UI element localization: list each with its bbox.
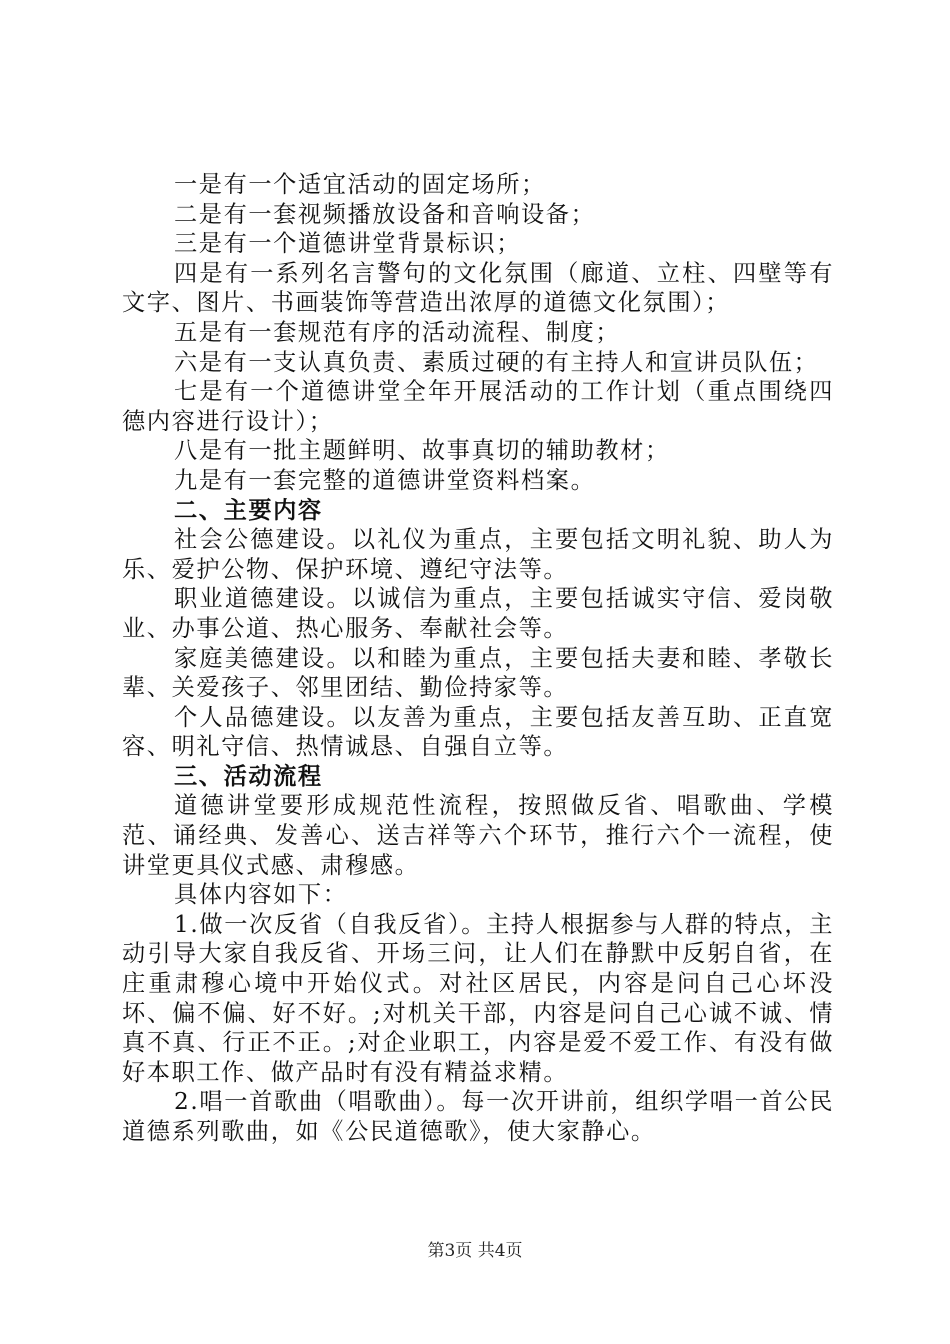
paragraph-10: 社会公德建设。以礼仪为重点，主要包括文明礼貌、助人为乐、爱护公物、保护环境、遵纪守法等。 [122,526,834,583]
paragraph-12: 家庭美德建设。以和睦为重点，主要包括夫妻和睦、孝敬长辈、关爱孩子、邻里团结、勤俭持家等。 [122,644,834,702]
paragraph-6: 六是有一支认真负责、素质过硬的有主持人和宣讲员队伍； [174,348,819,376]
paragraph-5: 五是有一套规范有序的活动流程、制度； [174,318,621,346]
paragraph-14: 道德讲堂要形成规范性流程，按照做反省、唱歌曲、学模范、诵经典、发善心、送吉祥等六个环节，推行六个一流程，使讲堂更具仪式感、肃穆感。 [122,792,834,879]
paragraph-17: 2.唱一首歌曲（唱歌曲）。每一次开讲前，组织学唱一首公民道德系列歌曲，如《公民道德歌》，使大家静心。 [122,1088,834,1145]
paragraph-13: 个人品德建设。以友善为重点，主要包括友善互助、正直宽容、明礼守信、热情诚恳、自强自立等。 [122,703,834,761]
page-number-footer: 第3页 共4页 [427,1241,523,1261]
document-body [122,170,834,1147]
paragraph-9: 九是有一套完整的道德讲堂资料档案。 [174,466,596,494]
paragraph-15: 具体内容如下： [174,881,348,909]
paragraph-4: 四是有一系列名言警句的文化氛围（廊道、立柱、四壁等有文字、图片、书画装饰等营造出浓厚的道德文化氛围）； [122,259,834,317]
paragraph-3: 三是有一个道德讲堂背景标识； [174,230,522,258]
paragraph-16: 1.做一次反省（自我反省）。主持人根据参与人群的特点，主动引导大家自我反省、开场三问，让人们在静默中反躬自省，在庄重肃穆心境中开始仪式。对社区居民，内容是问自己心坏没坏、偏不偏、好不好。;对机关干部，内容是问自己心诚不诚、情真不真、行正不正。;对企业职工，内容是爱不爱工作、有没有做好本职工作、做产品时有没有精益求精。 [122,910,834,1086]
paragraph-1: 一是有一个适宜活动的固定场所； [174,171,546,198]
section-heading-activity-process: 三、活动流程 [174,762,323,790]
paragraph-11: 职业道德建设。以诚信为重点，主要包括诚实守信、爱岗敬业、办事公道、热心服务、奉献社会等。 [122,585,834,642]
section-heading-main-content: 二、主要内容 [174,496,323,524]
paragraph-7: 七是有一个道德讲堂全年开展活动的工作计划（重点围绕四德内容进行设计）； [122,378,834,435]
paragraph-2: 二是有一套视频播放设备和音响设备； [174,200,596,228]
paragraph-8: 八是有一批主题鲜明、故事真切的辅助教材； [174,437,670,465]
